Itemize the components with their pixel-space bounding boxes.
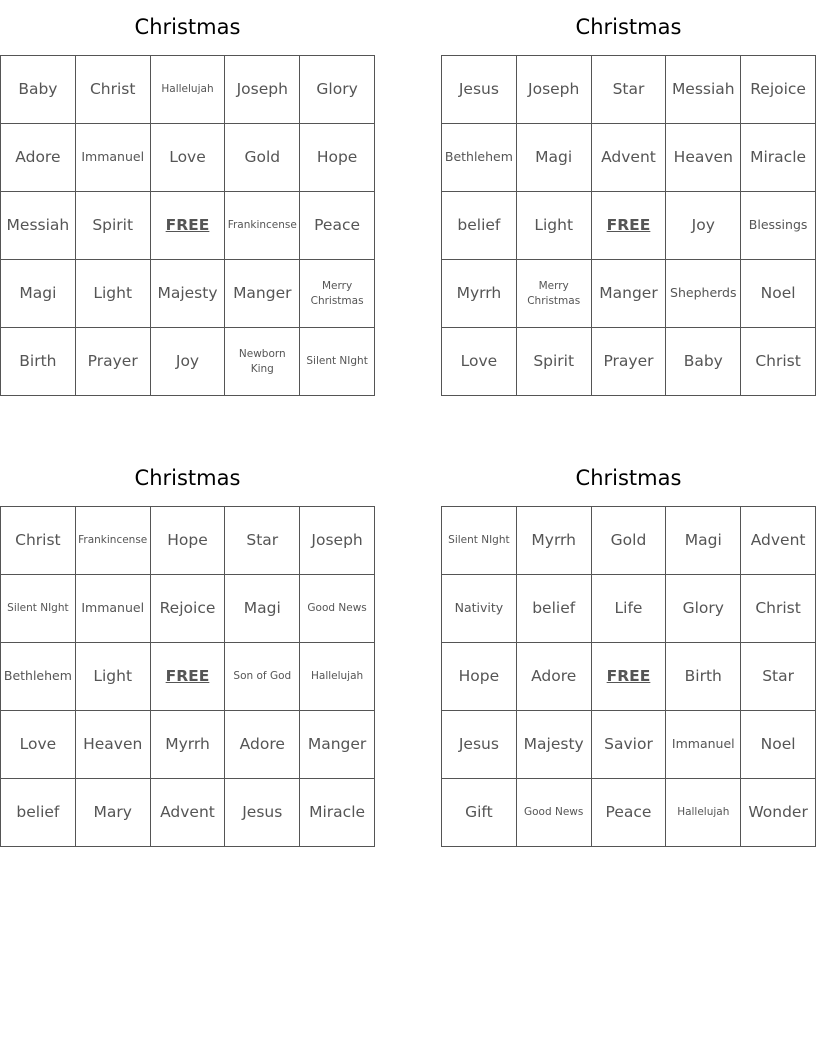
bingo-cell: Advent [150,779,225,847]
bingo-cell: Nativity [442,575,517,643]
free-space: FREE [150,643,225,711]
bingo-cell: Manger [225,260,300,328]
bingo-cell: Merry Christmas [300,260,375,328]
bingo-cell: Joseph [300,507,375,575]
bingo-cell: Hope [442,643,517,711]
bingo-row [1,192,375,260]
bingo-row [1,711,375,779]
bingo-cell: Silent NIght [1,575,76,643]
card-title: Christmas [575,466,682,490]
bingo-cell: Glory [666,575,741,643]
bingo-row [442,56,816,124]
bingo-cell: Star [225,507,300,575]
bingo-cell: Light [516,192,591,260]
bingo-cell: Myrrh [442,260,517,328]
card-title: Christmas [134,15,241,39]
bingo-cell: Silent NIght [300,328,375,396]
bingo-cell: Gold [591,507,666,575]
bingo-row [442,124,816,192]
card-title: Christmas [575,15,682,39]
bingo-cell: Birth [666,643,741,711]
bingo-cell: Myrrh [150,711,225,779]
bingo-cell: Hope [150,507,225,575]
bingo-cell: Peace [300,192,375,260]
bingo-row [442,260,816,328]
bingo-cell: Blessings [741,192,816,260]
bingo-grid [0,55,375,396]
bingo-cell: Magi [225,575,300,643]
bingo-cell: Bethlehem [1,643,76,711]
bingo-cell: Hallelujah [666,779,741,847]
bingo-cell: Light [75,643,150,711]
bingo-row [442,711,816,779]
bingo-cell: Peace [591,779,666,847]
bingo-cell: Magi [1,260,76,328]
bingo-cell: Adore [225,711,300,779]
bingo-cell: Manger [300,711,375,779]
bingo-cell: Good News [516,779,591,847]
bingo-cell: Baby [666,328,741,396]
bingo-cell: Frankincense [225,192,300,260]
bingo-cell: Advent [591,124,666,192]
bingo-cell: Mary [75,779,150,847]
bingo-cell: Immanuel [75,575,150,643]
bingo-cell: Christ [1,507,76,575]
bingo-cell: Son of God [225,643,300,711]
bingo-cell: Wonder [741,779,816,847]
bingo-cell: Star [741,643,816,711]
bingo-row [1,260,375,328]
bingo-cell: Hallelujah [150,56,225,124]
bingo-cell: Gold [225,124,300,192]
bingo-row [442,575,816,643]
bingo-cell: Noel [741,711,816,779]
bingo-cell: Jesus [225,779,300,847]
bingo-cell: Magi [516,124,591,192]
bingo-cell: Good News [300,575,375,643]
bingo-cell: Immanuel [75,124,150,192]
bingo-cell: Star [591,56,666,124]
bingo-cell: Newborn King [225,328,300,396]
bingo-cell: Jesus [442,56,517,124]
bingo-row [1,124,375,192]
bingo-cell: Prayer [75,328,150,396]
bingo-row [1,507,375,575]
bingo-cell: Majesty [516,711,591,779]
bingo-cell: Heaven [666,124,741,192]
card-title: Christmas [134,466,241,490]
bingo-row [1,779,375,847]
bingo-row [442,192,816,260]
bingo-row [442,643,816,711]
bingo-card-4 [441,451,816,847]
bingo-cell: Adore [516,643,591,711]
bingo-cell: Birth [1,328,76,396]
bingo-cell: Hallelujah [300,643,375,711]
bingo-cell: belief [1,779,76,847]
free-space: FREE [591,643,666,711]
bingo-cell: belief [516,575,591,643]
bingo-cell: Love [150,124,225,192]
bingo-cell: Manger [591,260,666,328]
bingo-grid [0,506,375,847]
bingo-cell: Prayer [591,328,666,396]
bingo-cell: Love [442,328,517,396]
bingo-cell: Joseph [225,56,300,124]
bingo-cell: Messiah [666,56,741,124]
bingo-cell: belief [442,192,517,260]
bingo-row [442,779,816,847]
bingo-grid [441,506,816,847]
bingo-row [1,56,375,124]
bingo-cell: Miracle [300,779,375,847]
bingo-cell: Magi [666,507,741,575]
bingo-cell: Spirit [516,328,591,396]
bingo-cell: Noel [741,260,816,328]
bingo-row [1,328,375,396]
bingo-cell: Miracle [741,124,816,192]
bingo-cell: Christ [75,56,150,124]
bingo-row [442,507,816,575]
bingo-cell: Heaven [75,711,150,779]
bingo-cell: Myrrh [516,507,591,575]
bingo-cell: Hope [300,124,375,192]
bingo-cell: Life [591,575,666,643]
bingo-cell: Light [75,260,150,328]
bingo-cell: Joy [150,328,225,396]
bingo-cell: Adore [1,124,76,192]
bingo-card-1 [0,0,375,396]
bingo-row [442,328,816,396]
bingo-card-3 [0,451,375,847]
bingo-cell: Frankincense [75,507,150,575]
bingo-row [1,643,375,711]
free-space: FREE [591,192,666,260]
bingo-cell: Glory [300,56,375,124]
bingo-cell: Immanuel [666,711,741,779]
bingo-cell: Jesus [442,711,517,779]
bingo-cell: Majesty [150,260,225,328]
bingo-cell: Joseph [516,56,591,124]
free-space: FREE [150,192,225,260]
bingo-grid [441,55,816,396]
bingo-cell: Christ [741,328,816,396]
bingo-cell: Rejoice [150,575,225,643]
bingo-cell: Baby [1,56,76,124]
bingo-card-2 [441,0,816,396]
bingo-cell: Advent [741,507,816,575]
bingo-cell: Bethlehem [442,124,517,192]
bingo-cell: Shepherds [666,260,741,328]
bingo-cell: Messiah [1,192,76,260]
bingo-cell: Spirit [75,192,150,260]
bingo-cell: Savior [591,711,666,779]
bingo-cell: Christ [741,575,816,643]
bingo-row [1,575,375,643]
bingo-cell: Gift [442,779,517,847]
bingo-cell: Merry Christmas [516,260,591,328]
bingo-cell: Rejoice [741,56,816,124]
bingo-cell: Joy [666,192,741,260]
bingo-cell: Silent NIght [442,507,517,575]
bingo-cell: Love [1,711,76,779]
